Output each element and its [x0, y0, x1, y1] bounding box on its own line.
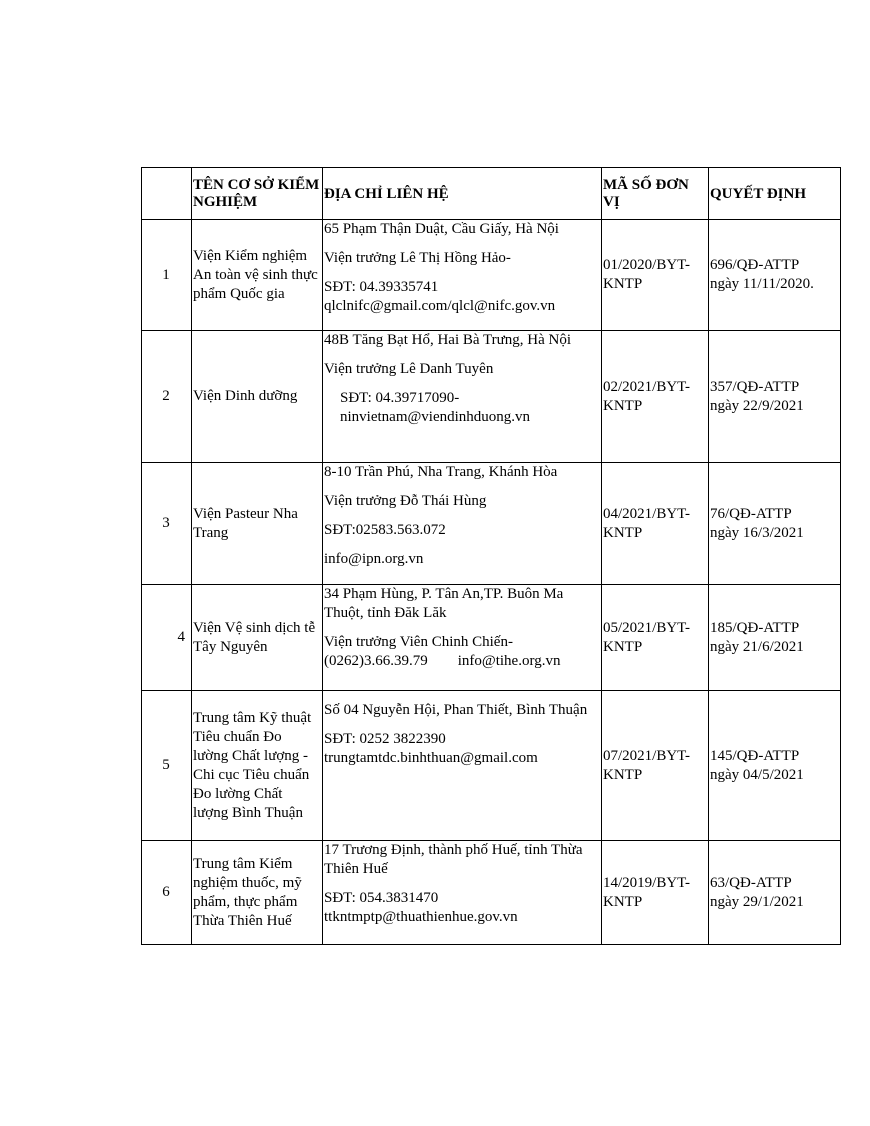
row-number: 4	[142, 585, 192, 691]
decision-date: ngày 29/1/2021	[710, 893, 804, 910]
lab-address-cell	[323, 331, 602, 463]
lab-name: Trung tâm Kỹ thuật Tiêu chuẩn Đo lường Chất lượng - Chi cục Tiêu chuẩn Đo lường Chất lượng Bình Thuận	[192, 691, 323, 841]
phone-line: SĐT: 04.39717090-	[340, 390, 460, 406]
contact-line	[324, 652, 599, 671]
table-row	[142, 691, 841, 841]
header-code: MÃ SỐ ĐƠN VỊ	[602, 168, 709, 220]
address-line: 17 Trương Định, thành phố Huế, tỉnh Thừa Thiên Huế	[324, 842, 583, 877]
director-line: Viện trưởng Viên Chinh Chiến-	[324, 634, 513, 650]
decision-date: ngày 21/6/2021	[710, 638, 804, 655]
row-number: 1	[142, 220, 192, 331]
table-row	[142, 331, 841, 463]
email-line: ttkntmptp@thuathienhue.gov.vn	[324, 909, 518, 925]
table-row	[142, 220, 841, 331]
decision-cell	[709, 463, 841, 585]
decision-date: ngày 16/3/2021	[710, 524, 804, 541]
email-line: ninvietnam@viendinhduong.vn	[340, 409, 531, 425]
decision-cell	[709, 691, 841, 841]
lab-registry-table	[141, 167, 841, 945]
address-line: 65 Phạm Thận Duật, Cầu Giấy, Hà Nội	[324, 221, 559, 237]
unit-code: 07/2021/BYT-KNTP	[602, 691, 709, 841]
decision-date: ngày 11/11/2020.	[710, 276, 814, 292]
email-line: info@ipn.org.vn	[324, 551, 424, 567]
email-text: info@tihe.org.vn	[457, 653, 561, 669]
row-number: 3	[142, 463, 192, 585]
phone-text: (0262)3.66.39.79	[324, 653, 428, 669]
header-decision: QUYẾT ĐỊNH	[709, 168, 841, 220]
decision-cell	[709, 841, 841, 945]
lab-address-cell	[323, 585, 602, 691]
table-row	[142, 585, 841, 691]
decision-cell	[709, 585, 841, 691]
decision-cell	[709, 220, 841, 331]
header-address: ĐỊA CHỈ LIÊN HỆ	[323, 168, 602, 220]
unit-code: 04/2021/BYT-KNTP	[602, 463, 709, 585]
director-line: Viện trưởng Lê Danh Tuyên	[324, 361, 494, 377]
lab-address-cell	[323, 841, 602, 945]
row-number: 6	[142, 841, 192, 945]
decision-number: 357/QĐ-ATTP	[710, 378, 800, 395]
lab-name: Viện Pasteur Nha Trang	[192, 463, 323, 585]
unit-code: 14/2019/BYT-KNTP	[602, 841, 709, 945]
decision-number: 63/QĐ-ATTP	[710, 874, 792, 891]
address-line: 48B Tăng Bạt Hổ, Hai Bà Trưng, Hà Nội	[324, 332, 572, 348]
lab-name: Trung tâm Kiểm nghiệm thuốc, mỹ phẩm, thực phẩm Thừa Thiên Huế	[192, 841, 323, 945]
table-row	[142, 841, 841, 945]
lab-address-cell	[323, 463, 602, 585]
unit-code: 01/2020/BYT-KNTP	[602, 220, 709, 331]
header-stt	[142, 168, 192, 220]
decision-date: ngày 04/5/2021	[710, 766, 804, 783]
lab-address-cell	[323, 220, 602, 331]
email-line: qlclnifc@gmail.com/qlcl@nifc.gov.vn	[324, 298, 556, 314]
address-line: Số 04 Nguyễn Hội, Phan Thiết, Bình Thuận	[324, 702, 588, 718]
table-row	[142, 463, 841, 585]
row-number: 2	[142, 331, 192, 463]
director-line: Viện trưởng Đỗ Thái Hùng	[324, 493, 487, 509]
decision-number: 185/QĐ-ATTP	[710, 619, 800, 636]
row-number: 5	[142, 691, 192, 841]
header-row	[142, 168, 841, 220]
address-line: 8-10 Trần Phú, Nha Trang, Khánh Hòa	[324, 464, 558, 480]
email-line: trungtamtdc.binhthuan@gmail.com	[324, 750, 538, 766]
phone-line: SĐT:02583.563.072	[324, 522, 446, 538]
decision-date: ngày 22/9/2021	[710, 397, 804, 414]
director-line: Viện trưởng Lê Thị Hồng Hảo-	[324, 250, 511, 266]
header-name: TÊN CƠ SỞ KIỂM NGHIỆM	[192, 168, 323, 220]
decision-number: 76/QĐ-ATTP	[710, 505, 792, 522]
phone-line: SĐT: 04.39335741	[324, 279, 439, 295]
unit-code: 05/2021/BYT-KNTP	[602, 585, 709, 691]
lab-name: Viện Dinh dưỡng	[192, 331, 323, 463]
phone-line: SĐT: 0252 3822390	[324, 731, 446, 747]
lab-name: Viện Kiểm nghiệm An toàn vệ sinh thực phẩm Quốc gia	[192, 220, 323, 331]
address-line: 34 Phạm Hùng, P. Tân An,TP. Buôn Ma Thuột, tỉnh Đăk Lăk	[324, 586, 564, 621]
unit-code: 02/2021/BYT-KNTP	[602, 331, 709, 463]
lab-address-cell	[323, 691, 602, 841]
decision-cell	[709, 331, 841, 463]
lab-name: Viện Vệ sinh dịch tễ Tây Nguyên	[192, 585, 323, 691]
phone-line: SĐT: 054.3831470	[324, 890, 439, 906]
decision-number: 696/QĐ-ATTP	[710, 257, 800, 273]
decision-number: 145/QĐ-ATTP	[710, 747, 800, 764]
